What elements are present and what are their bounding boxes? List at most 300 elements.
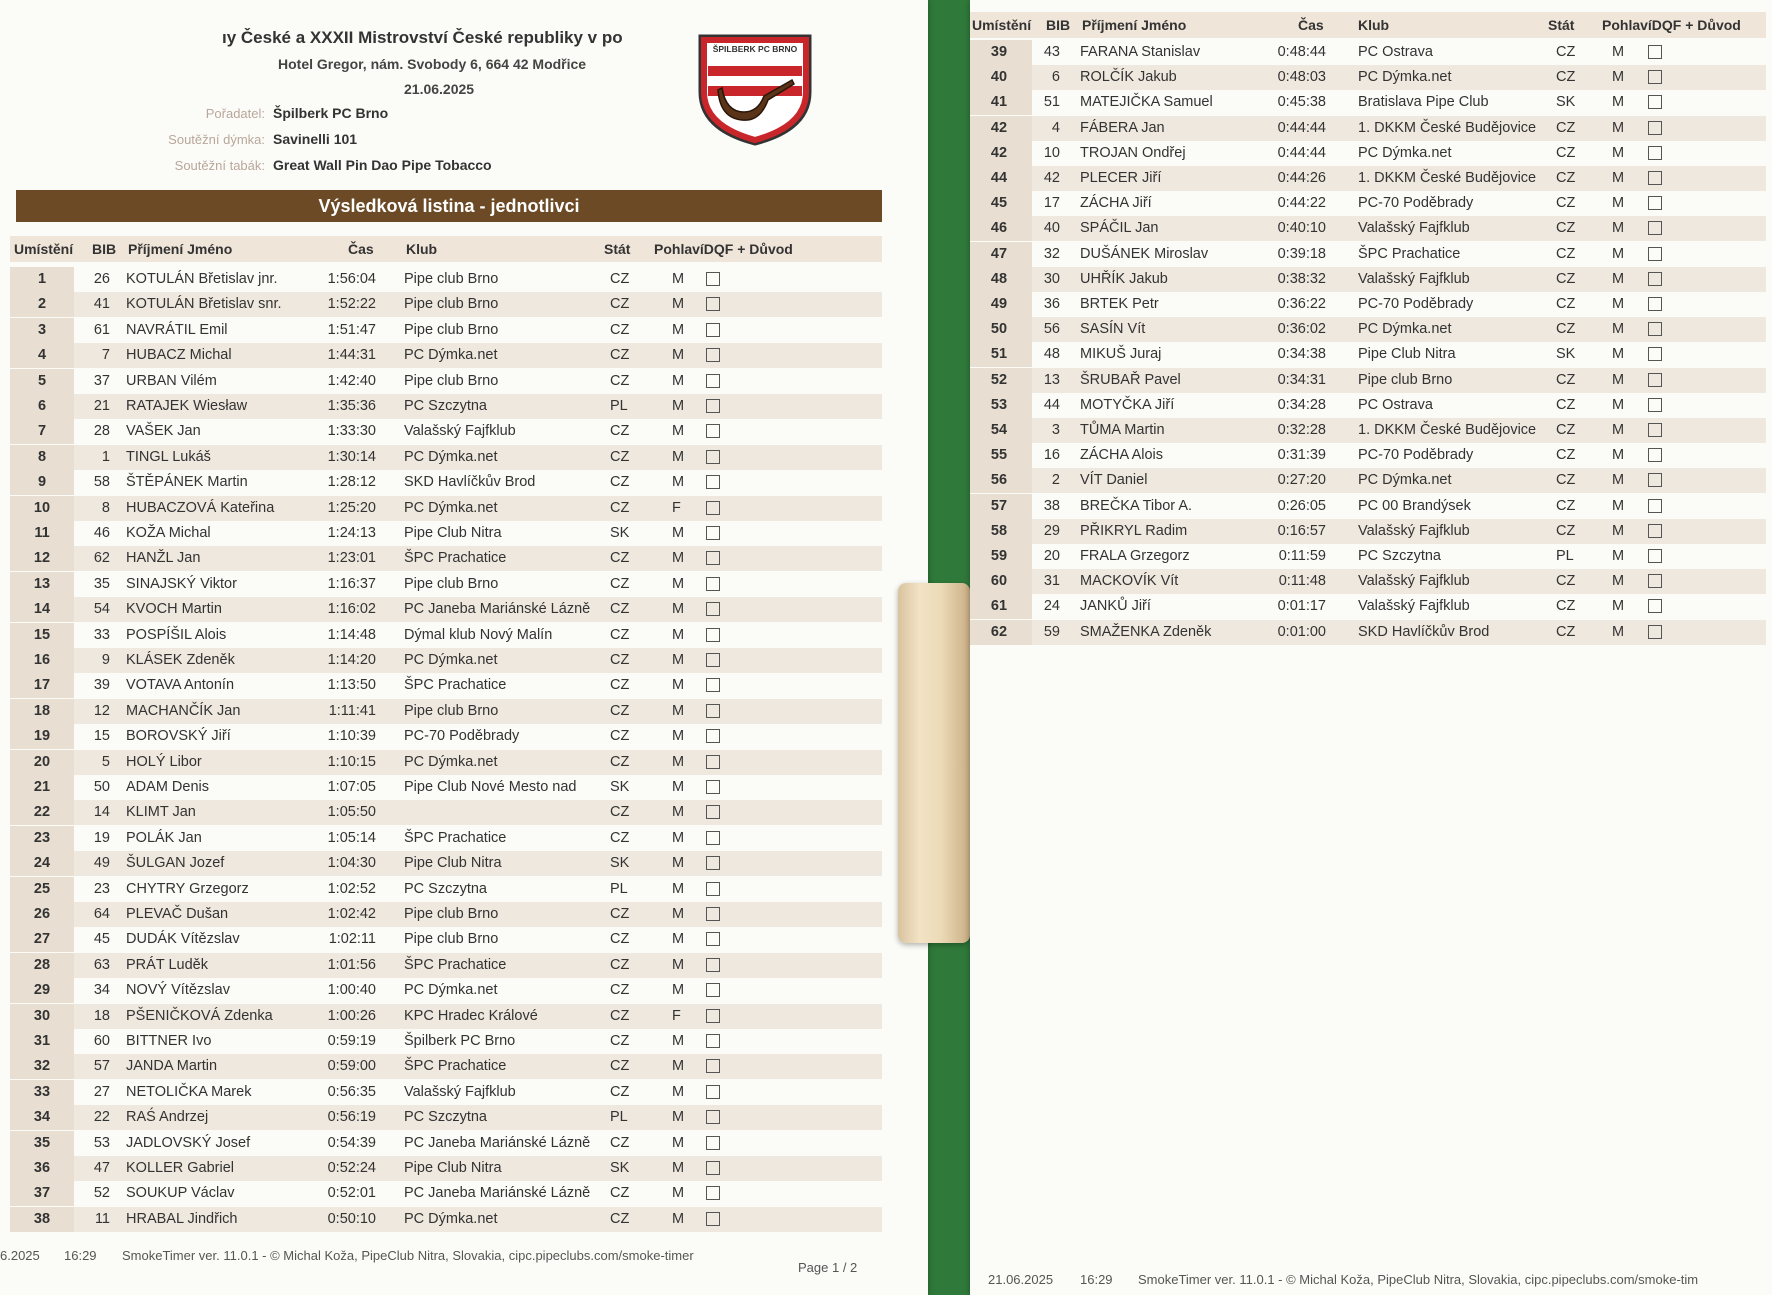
time-cell: 1:16:37: [327, 575, 376, 592]
club-cell: PC 00 Brandýsek: [1358, 497, 1471, 514]
dqf-checkbox[interactable]: [1648, 574, 1662, 588]
table-row: [970, 544, 1766, 569]
club-cell: Pipe club Brno: [404, 372, 499, 389]
bib-cell: 30: [1043, 270, 1060, 287]
table-row: [10, 623, 882, 648]
dqf-checkbox[interactable]: [706, 577, 720, 591]
rank-cell: 17: [10, 673, 74, 698]
bib-cell: 35: [93, 575, 110, 592]
dqf-checkbox[interactable]: [706, 1034, 720, 1048]
rank-cell: 13: [10, 572, 74, 597]
country-cell: CZ: [1556, 371, 1576, 388]
country-cell: CZ: [1556, 472, 1576, 489]
club-cell: Valašský Fajfklub: [1358, 270, 1470, 287]
rank-cell: 29: [10, 978, 74, 1003]
dqf-checkbox[interactable]: [706, 831, 720, 845]
sex-cell: M: [1612, 573, 1625, 590]
rank-cell: 11: [10, 521, 74, 546]
dqf-checkbox[interactable]: [706, 1009, 720, 1023]
bib-cell: 31: [1043, 573, 1060, 590]
name-cell: KLIMT Jan: [126, 804, 196, 821]
country-cell: CZ: [1556, 422, 1576, 438]
bib-cell: 41: [93, 296, 110, 313]
dqf-checkbox[interactable]: [706, 780, 720, 794]
dqf-checkbox[interactable]: [1648, 499, 1662, 513]
rank-cell: 3: [10, 318, 74, 343]
country-cell: CZ: [610, 372, 630, 389]
table-row: [970, 90, 1766, 115]
dqf-checkbox[interactable]: [1648, 45, 1662, 59]
dqf-checkbox[interactable]: [1648, 171, 1662, 185]
time-cell: 0:52:01: [327, 1185, 376, 1202]
dqf-checkbox[interactable]: [706, 297, 720, 311]
bib-cell: 57: [93, 1058, 110, 1075]
club-cell: ŠPC Prachatice: [404, 1058, 507, 1075]
time-cell: 1:14:48: [327, 626, 376, 643]
club-cell: PC Dýmka.net: [1358, 69, 1452, 86]
sex-cell: M: [1612, 548, 1625, 564]
dqf-checkbox[interactable]: [706, 551, 720, 565]
rank-cell: 16: [10, 648, 74, 673]
dqf-checkbox[interactable]: [706, 628, 720, 642]
bib-cell: 26: [93, 271, 110, 287]
dqf-checkbox[interactable]: [706, 1186, 720, 1200]
rank-cell: 42: [970, 141, 1032, 166]
dqf-checkbox[interactable]: [1648, 146, 1662, 160]
sex-cell: M: [672, 550, 685, 567]
table-row: [10, 1004, 882, 1029]
dqf-checkbox[interactable]: [1648, 373, 1662, 387]
time-cell: 1:14:20: [327, 652, 376, 668]
bib-cell: 34: [93, 982, 110, 999]
time-cell: 1:30:14: [327, 448, 376, 465]
club-cell: PC Dýmka.net: [404, 652, 498, 668]
country-cell: CZ: [610, 448, 630, 465]
sex-cell: F: [672, 1007, 681, 1024]
rank-cell: 9: [10, 470, 74, 495]
sex-cell: M: [1612, 144, 1625, 161]
rank-cell: 47: [970, 242, 1032, 267]
name-cell: SASÍN Vít: [1080, 321, 1146, 338]
country-cell: CZ: [610, 423, 630, 440]
name-cell: NOVÝ Vítězslav: [126, 982, 230, 999]
name-cell: MIKUŠ Juraj: [1080, 346, 1162, 363]
name-cell: URBAN Vilém: [126, 372, 217, 389]
bib-cell: 10: [1043, 144, 1060, 161]
dqf-checkbox[interactable]: [706, 602, 720, 616]
club-cell: PC Szczytna: [404, 1109, 487, 1126]
rank-cell: 14: [10, 597, 74, 622]
table-row: [10, 1105, 882, 1130]
club-cell: Pipe Club Nitra: [404, 1160, 502, 1176]
club-cell: Pipe Club Nitra: [404, 855, 502, 872]
sex-cell: M: [1612, 371, 1625, 388]
dqf-checkbox[interactable]: [706, 1161, 720, 1175]
time-cell: 0:48:03: [1277, 69, 1326, 86]
dqf-checkbox[interactable]: [706, 907, 720, 921]
name-cell: SMAŽENKA Zdeněk: [1080, 623, 1212, 640]
table-row: [10, 927, 882, 952]
sex-cell: M: [672, 626, 685, 643]
country-cell: CZ: [610, 1083, 630, 1100]
table-row: [10, 572, 882, 597]
time-cell: 1:56:04: [327, 271, 376, 287]
sex-cell: M: [672, 575, 685, 592]
time-cell: 1:00:26: [327, 1007, 376, 1024]
sex-cell: F: [672, 499, 681, 516]
country-cell: CZ: [1556, 44, 1576, 60]
table-row: [10, 318, 882, 343]
name-cell: FRALA Grzegorz: [1080, 548, 1190, 564]
name-cell: FARANA Stanislav: [1080, 44, 1201, 60]
rank-cell: 55: [970, 443, 1032, 468]
bib-cell: 12: [93, 702, 110, 719]
dqf-checkbox[interactable]: [1648, 95, 1662, 109]
time-cell: 1:28:12: [327, 474, 376, 491]
sex-cell: M: [672, 880, 685, 897]
name-cell: JANKŮ Jiří: [1080, 598, 1151, 615]
dqf-checkbox[interactable]: [706, 678, 720, 692]
country-cell: SK: [1556, 346, 1576, 363]
dqf-checkbox[interactable]: [1648, 196, 1662, 210]
dqf-checkbox[interactable]: [706, 805, 720, 819]
dqf-checkbox[interactable]: [706, 653, 720, 667]
club-cell: PC-70 Poděbrady: [1358, 195, 1474, 212]
pipe-value: Savinelli 101: [273, 131, 358, 147]
club-cell: ŠPC Prachatice: [404, 956, 507, 973]
bib-cell: 42: [1043, 170, 1060, 186]
dqf-checkbox[interactable]: [706, 1212, 720, 1226]
bib-cell: 27: [93, 1083, 110, 1100]
name-cell: ŠULGAN Jozef: [126, 855, 225, 872]
col-club: Klub: [406, 241, 438, 257]
dqf-checkbox[interactable]: [1648, 473, 1662, 487]
bib-cell: 7: [101, 347, 110, 364]
bib-cell: 60: [93, 1033, 110, 1049]
rank-cell: 19: [10, 724, 74, 749]
footer-date-2: 21.06.2025: [988, 1272, 1054, 1287]
dqf-checkbox[interactable]: [1648, 322, 1662, 336]
table-row: [10, 1029, 882, 1054]
bib-cell: 46: [93, 525, 110, 541]
dqf-checkbox[interactable]: [706, 399, 720, 413]
tobacco-label: Soutěžní tabák:: [174, 158, 265, 173]
time-cell: 1:23:01: [327, 550, 376, 567]
table-row: [970, 267, 1766, 292]
club-cell: PC Dýmka.net: [404, 347, 498, 364]
country-cell: CZ: [1556, 170, 1576, 186]
name-cell: MACKOVÍK Vít: [1080, 573, 1179, 590]
dqf-checkbox[interactable]: [706, 450, 720, 464]
rank-cell: 53: [970, 393, 1032, 418]
column-header: [10, 236, 882, 262]
time-cell: 1:05:50: [327, 804, 376, 821]
name-cell: SOUKUP Václav: [126, 1185, 235, 1202]
name-cell: UHŘÍK Jakub: [1080, 270, 1168, 287]
country-cell: CZ: [610, 702, 630, 719]
dqf-checkbox[interactable]: [1648, 70, 1662, 84]
dqf-checkbox[interactable]: [706, 1059, 720, 1073]
table-row: [10, 343, 882, 368]
dqf-checkbox[interactable]: [706, 272, 720, 286]
table-row: [10, 445, 882, 470]
sex-cell: M: [672, 1033, 685, 1049]
rank-cell: 26: [10, 902, 74, 927]
col-time: Čas: [348, 241, 374, 257]
bib-cell: 36: [1043, 296, 1060, 312]
table-row: [970, 116, 1766, 141]
country-cell: CZ: [1556, 522, 1576, 539]
rank-cell: 61: [970, 594, 1032, 619]
rank-cell: 37: [10, 1181, 74, 1206]
time-cell: 0:39:18: [1277, 245, 1326, 262]
club-cell: PC Dýmka.net: [1358, 321, 1452, 338]
results-page-2: [970, 0, 1772, 1295]
table-row: [10, 369, 882, 394]
dqf-checkbox[interactable]: [1648, 423, 1662, 437]
footer-page: Page 1 / 2: [798, 1260, 858, 1275]
pipe-label: Soutěžní dýmka:: [168, 132, 265, 147]
col-club-2: Klub: [1358, 17, 1390, 33]
club-cell: ŠPC Prachatice: [404, 829, 507, 846]
name-cell: MOTYČKA Jiří: [1080, 396, 1175, 413]
sex-cell: M: [1612, 497, 1625, 514]
rank-cell: 32: [10, 1054, 74, 1079]
bib-cell: 4: [1051, 119, 1060, 136]
bib-cell: 49: [93, 855, 110, 872]
name-cell: MACHANČÍK Jan: [126, 702, 241, 719]
sex-cell: M: [1612, 94, 1625, 111]
rank-cell: 36: [10, 1156, 74, 1181]
dqf-checkbox[interactable]: [706, 1085, 720, 1099]
country-cell: CZ: [1556, 573, 1576, 590]
club-cell: 1. DKKM České Budějovice: [1358, 119, 1537, 136]
country-cell: CZ: [1556, 598, 1576, 615]
club-cell: PC Dýmka.net: [404, 982, 498, 999]
bib-cell: 52: [93, 1185, 110, 1202]
dqf-checkbox[interactable]: [1648, 272, 1662, 286]
club-cell: Pipe Club Nitra: [404, 525, 502, 541]
dqf-checkbox[interactable]: [706, 958, 720, 972]
bib-cell: 43: [1043, 44, 1060, 60]
time-cell: 0:50:10: [327, 1210, 376, 1227]
dqf-checkbox[interactable]: [1648, 599, 1662, 613]
dqf-checkbox[interactable]: [706, 755, 720, 769]
country-cell: CZ: [1556, 321, 1576, 338]
dqf-checkbox[interactable]: [1648, 121, 1662, 135]
sex-cell: M: [1612, 69, 1625, 86]
dqf-checkbox[interactable]: [1648, 347, 1662, 361]
dqf-checkbox[interactable]: [706, 856, 720, 870]
table-row: [10, 1181, 882, 1206]
country-cell: PL: [1556, 548, 1574, 564]
club-cell: PC-70 Poděbrady: [404, 728, 520, 745]
dqf-checkbox[interactable]: [706, 424, 720, 438]
rank-cell: 22: [10, 800, 74, 825]
time-cell: 1:44:31: [327, 347, 376, 364]
table-row: [970, 393, 1766, 418]
name-cell: ROLČÍK Jakub: [1080, 69, 1177, 86]
bib-cell: 29: [1043, 522, 1060, 539]
dqf-checkbox[interactable]: [706, 323, 720, 337]
dqf-checkbox[interactable]: [706, 501, 720, 515]
time-cell: 1:05:14: [327, 829, 376, 846]
sex-cell: M: [1612, 245, 1625, 262]
club-cell: Dýmal klub Nový Malín: [404, 626, 553, 643]
table-row: [970, 166, 1766, 191]
rank-cell: 45: [970, 191, 1032, 216]
dqf-checkbox[interactable]: [706, 526, 720, 540]
dqf-checkbox[interactable]: [1648, 398, 1662, 412]
rank-cell: 30: [10, 1004, 74, 1029]
dqf-checkbox[interactable]: [1648, 549, 1662, 563]
name-cell: PLEVAČ Dušan: [126, 906, 229, 922]
dqf-checkbox[interactable]: [1648, 297, 1662, 311]
club-cell: Pipe club Brno: [404, 906, 499, 922]
bib-cell: 51: [1043, 94, 1060, 111]
bib-cell: 44: [1043, 396, 1060, 413]
club-cell: PC Szczytna: [404, 880, 487, 897]
sex-cell: M: [672, 1160, 685, 1176]
name-cell: BREČKA Tibor A.: [1080, 497, 1193, 514]
country-cell: CZ: [610, 753, 630, 770]
sex-cell: M: [1612, 598, 1625, 615]
sex-cell: M: [672, 1210, 685, 1227]
country-cell: SK: [610, 855, 630, 872]
rank-cell: 62: [970, 620, 1032, 645]
dqf-checkbox[interactable]: [706, 932, 720, 946]
bib-cell: 47: [93, 1160, 110, 1176]
time-cell: 0:44:44: [1277, 119, 1326, 136]
table-row: [10, 953, 882, 978]
bib-cell: 21: [93, 398, 110, 414]
bib-cell: 54: [93, 601, 110, 618]
dqf-checkbox[interactable]: [706, 1136, 720, 1150]
rank-cell: 49: [970, 292, 1032, 317]
name-cell: PŠENIČKOVÁ Zdenka: [126, 1007, 273, 1024]
country-cell: CZ: [610, 956, 630, 973]
country-cell: CZ: [610, 550, 630, 567]
sex-cell: M: [672, 855, 685, 872]
rank-cell: 46: [970, 216, 1032, 241]
sex-cell: M: [672, 931, 685, 948]
table-row: [10, 775, 882, 800]
time-cell: 0:40:10: [1277, 220, 1326, 237]
country-cell: CZ: [1556, 270, 1576, 287]
section-title: Výsledková listina - jednotlivci: [16, 190, 882, 222]
rank-cell: 2: [10, 292, 74, 317]
table-row: [970, 65, 1766, 90]
table-row: [970, 594, 1766, 619]
bib-cell: 13: [1043, 371, 1060, 388]
table-row: [970, 494, 1766, 519]
dqf-checkbox[interactable]: [706, 704, 720, 718]
bib-cell: 28: [93, 423, 110, 440]
bib-cell: 17: [1043, 195, 1060, 212]
rank-cell: 58: [970, 519, 1032, 544]
dqf-checkbox[interactable]: [1648, 247, 1662, 261]
name-cell: PRÁT Luděk: [126, 956, 208, 973]
club-cell: ŠPC Prachatice: [404, 550, 507, 567]
sex-cell: M: [672, 321, 685, 338]
bib-cell: 2: [1051, 472, 1060, 489]
sex-cell: M: [672, 753, 685, 770]
sex-cell: M: [672, 779, 685, 795]
sex-cell: M: [672, 347, 685, 364]
table-row: [10, 826, 882, 851]
club-cell: Pipe Club Nitra: [1358, 346, 1456, 363]
sex-cell: M: [672, 652, 685, 668]
name-cell: PLECER Jiří: [1080, 170, 1162, 186]
time-cell: 1:01:56: [327, 956, 376, 973]
name-cell: VAŠEK Jan: [126, 423, 201, 440]
time-cell: 1:02:11: [328, 931, 376, 948]
dqf-checkbox[interactable]: [1648, 625, 1662, 639]
sex-cell: M: [672, 474, 685, 491]
organizer-row: [100, 105, 388, 121]
country-cell: CZ: [610, 1185, 630, 1202]
name-cell: FÁBERA Jan: [1080, 119, 1165, 136]
tobacco-row: [100, 157, 492, 173]
sex-cell: M: [672, 804, 685, 821]
event-title: ıy České a XXXII Mistrovství České republiky v po: [222, 28, 623, 47]
time-cell: 1:16:02: [327, 601, 376, 618]
sex-cell: M: [672, 398, 685, 414]
name-cell: SINAJSKÝ Viktor: [126, 575, 237, 592]
dqf-checkbox[interactable]: [1648, 221, 1662, 235]
dqf-checkbox[interactable]: [706, 348, 720, 362]
club-cell: PC Dýmka.net: [404, 499, 498, 516]
logo-text: ŠPILBERK PC BRNO: [712, 44, 798, 54]
bib-cell: 14: [93, 804, 110, 821]
sex-cell: M: [672, 1134, 685, 1151]
name-cell: VÍT Daniel: [1080, 472, 1148, 489]
country-cell: SK: [610, 525, 630, 541]
time-cell: 0:34:38: [1277, 346, 1326, 363]
time-cell: 1:42:40: [327, 372, 376, 389]
time-cell: 0:16:57: [1277, 522, 1326, 539]
dqf-checkbox[interactable]: [706, 374, 720, 388]
dqf-checkbox[interactable]: [706, 475, 720, 489]
dqf-checkbox[interactable]: [706, 882, 720, 896]
name-cell: RATAJEK Wiesław: [126, 398, 248, 414]
club-cell: PC Dýmka.net: [1358, 144, 1452, 161]
name-cell: RAŚ Andrzej: [126, 1109, 209, 1126]
country-cell: SK: [610, 1160, 630, 1176]
country-cell: CZ: [610, 677, 630, 694]
dqf-checkbox[interactable]: [706, 1110, 720, 1124]
dqf-checkbox[interactable]: [706, 983, 720, 997]
rank-cell: 1: [10, 267, 74, 292]
table-row: [970, 443, 1766, 468]
name-cell: JANDA Martin: [126, 1058, 218, 1075]
club-cell: SKD Havlíčkův Brod: [1358, 623, 1490, 640]
sex-cell: M: [672, 829, 685, 846]
table-row: [10, 1080, 882, 1105]
time-cell: 1:33:30: [327, 423, 376, 440]
time-cell: 0:59:00: [327, 1058, 376, 1075]
country-cell: CZ: [610, 321, 630, 338]
dqf-checkbox[interactable]: [1648, 448, 1662, 462]
country-cell: CZ: [1556, 144, 1576, 161]
country-cell: CZ: [610, 601, 630, 618]
name-cell: KOTULÁN Břetislav snr.: [126, 296, 282, 313]
dqf-checkbox[interactable]: [1648, 524, 1662, 538]
footer-time-2: 16:29: [1080, 1272, 1113, 1287]
country-cell: SK: [1556, 94, 1576, 111]
dqf-checkbox[interactable]: [706, 729, 720, 743]
table-row: [10, 877, 882, 902]
